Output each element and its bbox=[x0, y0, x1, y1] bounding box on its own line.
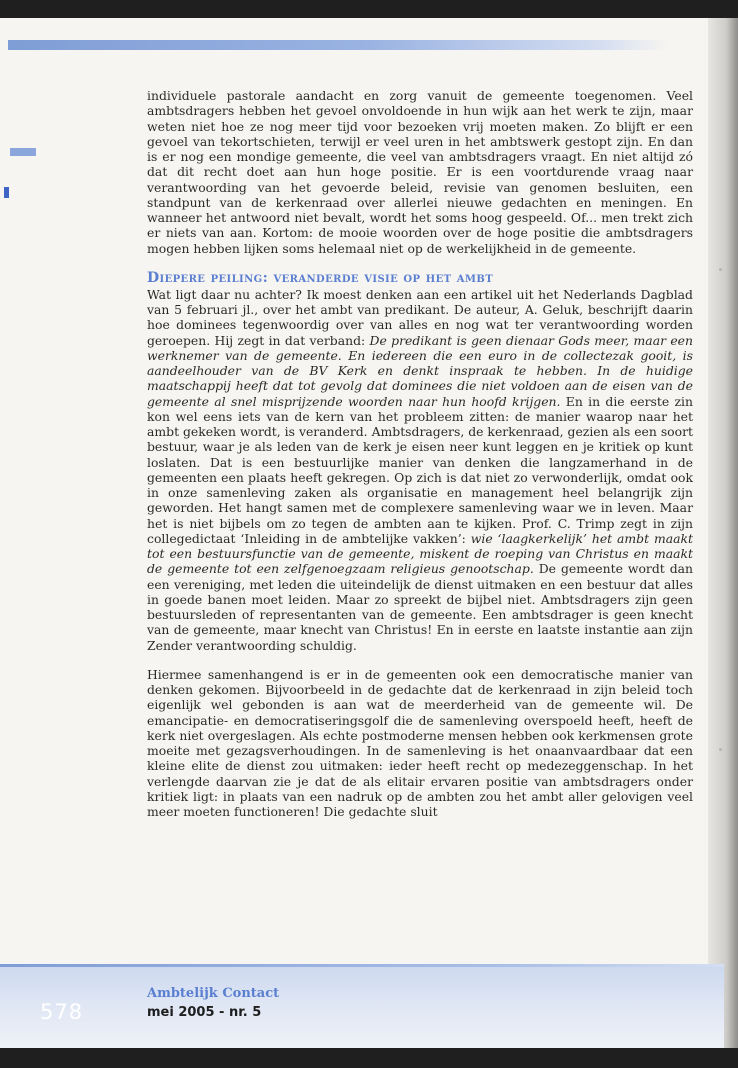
margin-marker bbox=[10, 148, 36, 156]
paragraph-2 bbox=[147, 287, 693, 653]
paragraph-3: Hiermee samenhangend is er in de gemeenten ook een democratische manier van denken gekomen. Bijvoorbeeld in de gedachte dat de kerkenraad in zijn beleid toch eigenlijk wel gebonden is aan wat de meerderheid van de gemeente wil. De emancipatie- en democratiseringsgolf die de samenleving overspoeld heeft, heeft de kerk niet overgeslagen. Als echte postmoderne mensen hebben ook kerkmensen grote moeite met gezagsverhoudingen. In de samenleving is het onaanvaardbaar dat een kleine elite de dienst zou uitmaken: ieder heeft recht op medezeggenschap. In het verlengde daarvan zie je dat de als elitair ervaren positie van ambtsdragers onder kritiek ligt: in plaats van een nadruk op de ambten zou het ambt aller gelovigen veel meer moeten functioneren! Die gedachte sluit bbox=[147, 666, 693, 819]
section-heading: Diepere peiling: veranderde visie op het ambt bbox=[147, 269, 494, 286]
top-decorative-band bbox=[8, 40, 668, 50]
quote-trimp: wie ‘laagkerkelijk’ het ambt maakt tot een bestuursfunctie van de gemeente, miskent de roeping van Christus en maakt de gemeente tot een zelfgenoegzaam religieus genootschap. bbox=[147, 530, 693, 577]
page-number: 578 bbox=[40, 1000, 84, 1024]
quote-geluk: De predikant is geen dienaar Gods meer, maar een werknemer van de gemeente. En iedereen die een euro in de collectezak gooit, is aandeelhouder van de BV Kerk en denkt inspraak te hebben. In de huidige maatschappij heeft dat tot gevolg dat dominees die niet voldoen aan de eisen van de gemeente al snel misprijzende woorden naar hun hoofd krijgen. bbox=[147, 332, 693, 409]
paragraph-1: individuele pastorale aandacht en zorg vanuit de gemeente toegenomen. Veel ambtsdragers hebben het gevoel onvoldoende in hun wijk aan het werk te zijn, maar weten niet hoe ze nog meer tijd voor bezoeken vrij moeten maken. Zo blijft er een gevoel van tekortschieten, terwijl er veel uren in het ambtswerk gestopt zijn. En dan is er nog een mondige gemeente, die veel van ambtsdragers vraagt. En niet altijd zó dat dit recht doet aan hun hoge positie. Er is een voortdurende vraag naar verantwoording van het gevoerde beleid, revisie van genomen besluiten, een standpunt van de kerkenraad over allerlei nieuwe gedachten en meningen. En wanneer het antwoord niet bevalt, wordt het soms hoog gespeeld. Of... men trekt zich er niets van aan. Kortom: de mooie woorden over de hoge positie die ambtsdragers mogen hebben lijken soms helemaal niet op de werkelijkheid in de gemeente. bbox=[147, 88, 693, 256]
issue-label: mei 2005 - nr. 5 bbox=[147, 1005, 262, 1020]
paragraph-2-middle: En in die eerste zin kon wel eens iets van de kern van het probleem zitten: de manier waarop naar het ambt gekeken wordt, is veranderd. Ambtsdragers, de kerkenraad, gezien als een soort bestuur, waar je als leden van de kerk je eisen neer kunt leggen en je kritiek op kunt loslaten. Dat is een bestuurlijke manier van denken die langzamerhand in de gemeenten een plaats heeft gekregen. Op zich is dat niet zo verwonderlijk, omdat ook in onze samenleving zaken als organisatie en management heel belangrijk zijn geworden. Het hangt samen met de complexere samenleving waar we in leven. Maar het is niet bijbels om zo tegen de ambten aan te kijken. Prof. C. Trimp zegt in zijn collegedictaat ‘Inleiding in de ambtelijke vakken’: bbox=[147, 393, 693, 546]
publication-title: Ambtelijk Contact bbox=[147, 986, 280, 1001]
edge-speck bbox=[719, 748, 722, 751]
page-spine-shadow bbox=[708, 18, 738, 1048]
paragraph-2-outro: De gemeente wordt dan een vereniging, met leden die uiteindelijk de dienst uitmaken en een bestuur dat alles in goede banen moet leiden. Maar zo spreekt de bijbel niet. Ambtsdragers zijn geen bestuursleden of representanten van de gemeente. Een ambtsdrager is geen knecht van de gemeente, maar knecht van Christus! En in eerste en laatste instantie aan zijn Zender verantwoording schuldig. bbox=[147, 561, 693, 653]
article-body bbox=[147, 88, 693, 819]
margin-marker-small bbox=[4, 187, 9, 198]
edge-speck bbox=[719, 268, 722, 271]
paragraph-2-intro: Wat ligt daar nu achter? Ik moest denken aan een artikel uit het Nederlands Dagblad van 5 februari jl., over het ambt van predikant. De auteur, A. Geluk, beschrijft daarin hoe dominees tegenwoordig over van alles en nog wat ter verantwoording worden geroepen. Hij zegt in dat verband: bbox=[147, 286, 693, 348]
